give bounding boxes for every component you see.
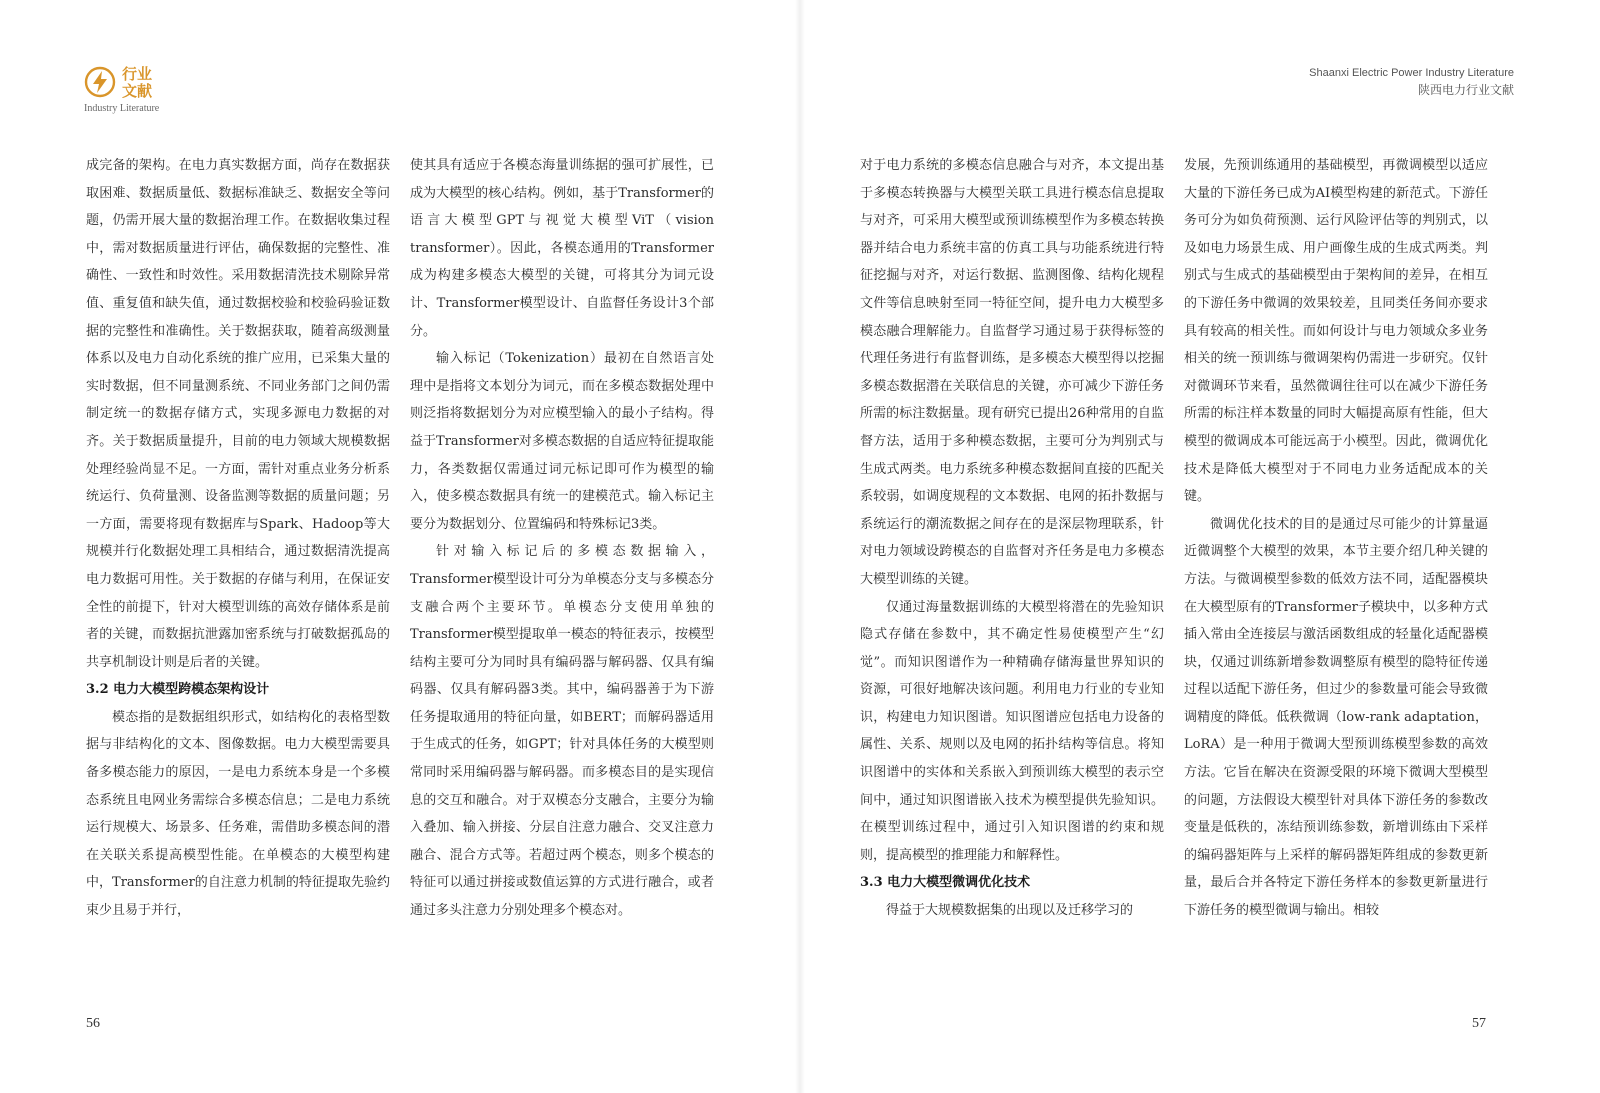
logo-cn-line1: 行业 [122,65,153,83]
body-paragraph: 对于电力系统的多模态信息融合与对齐，本文提出基于多模态转换器与大模型关联工具进行模态信息提取与对齐，可采用大模型或预训练模型作为多模态转换器并结合电力系统丰富的仿真工具与功能系统进行特征挖掘与对齐，对运行数据、监测图像、结构化规程文件等信息映射至同一特征空间，提升电力大模型多模态融合理解能力。自监督学习通过易于获得标签的代理任务进行有监督训练，是多模态大模型得以挖掘多模态数据潜在关联信息的关键，亦可减少下游任务所需的标注数据量。现有研究已提出26种常用的自监督方法，适用于多种模态数据，主要可分为判别式与生成式两类。电力系统多种模态数据间直接的匹配关系较弱，如调度规程的文本数据、电网的拓扑数据与系统运行的潮流数据之间存在的是深层物理联系，针对电力领域设跨模态的自监督对齐任务是电力多模态大模型训练的关键。 [860,158,1164,587]
page-number-left: 56 [86,1016,100,1031]
body-paragraph: 输入标记（Tokenization）最初在自然语言处理中是指将文本划分为词元，而在多模态数据处理中则泛指将数据划分为对应模型输入的最小子结构。得益于Transformer对多模态数据的自适应特征提取能力，各类数据仅需通过词元标记即可作为模型的输入，使多模态数据具有统一的建模范式。输入标记主要分为数据划分、位置编码和特殊标记3类。 [410,351,714,532]
lightning-bolt-icon [84,66,116,98]
right-page [800,0,1600,1093]
body-paragraph: 发展，先预训练通用的基础模型，再微调模型以适应大量的下游任务已成为AI模型构建的新范式。下游任务可分为如负荷预测、运行风险评估等的判别式，以及如电力场景生成、用户画像生成的生成式两类。判别式与生成式的基础模型由于架构间的差异，在相互的下游任务中微调的效果较差，且同类任务间亦要求具有较高的相关性。而如何设计与电力领域众多业务相关的统一预训练与微调架构仍需进一步研究。仅针对微调环节来看，虽然微调往往可以在减少下游任务所需的标注样本数量的同时大幅提高原有性能，但大模型的微调成本可能远高于小模型。因此，微调优化技术是降低大模型对于不同电力业务适配成本的关键。 [1184,158,1488,505]
journal-name-english: Shaanxi Electric Power Industry Literature [1309,67,1514,79]
journal-name-chinese: 陕西电力行业文献 [1417,83,1514,97]
left-page-column-2 [410,152,714,925]
body-paragraph: 仅通过海量数据训练的大模型将潜在的先验知识隐式存储在参数中，其不确定性易使模型产生“幻觉”。而知识图谱作为一种精确存储海量世界知识的资源，可很好地解决该问题。利用电力行业的专业知识，构建电力知识图谱。知识图谱应包括电力设备的属性、关系、规则以及电网的拓扑结构等信息。将知识图谱中的实体和关系嵌入到预训练大模型的表示空间中，通过知识图谱嵌入技术为模型提供先验知识。在模型训练过程中，通过引入知识图谱的约束和规则，提高模型的推理能力和解释性。 [860,599,1164,863]
section-heading: 3.3 电力大模型微调优化技术 [860,875,1031,891]
body-paragraph: 成完备的架构。在电力真实数据方面，尚存在数据获取困难、数据质量低、数据标准缺乏、数据安全等问题，仍需开展大量的数据治理工作。在数据收集过程中，需对数据质量进行评估，确保数据的完整性、准确性、一致性和时效性。采用数据清洗技术剔除异常值、重复值和缺失值，通过数据校验和校验码验证数据的完整性和准确性。关于数据获取，随着高级测量体系以及电力自动化系统的推广应用，已采集大量的实时数据，但不同量测系统、不同业务部门之间仍需制定统一的数据存储方式，实现多源电力数据的对齐。关于数据质量提升，目前的电力领域大规模数据处理经验尚显不足。一方面，需针对重点业务分析系统运行、负荷量测、设备监测等数据的质量问题；另一方面，需要将现有数据库与Spark、Hadoop等大规模并行化数据处理工具相结合，通过数据清洗提高电力数据可用性。关于数据的存储与利用，在保证安全性的前提下，针对大模型训练的高效存储体系是前者的关键，而数据抗泄露加密系统与打破数据孤岛的共享机制设计则是后者的关键。 [86,158,390,670]
logo-chinese-title [122,66,152,100]
journal-logo [84,66,224,118]
body-paragraph: 微调优化技术的目的是通过尽可能少的计算量逼近微调整个大模型的效果，本节主要介绍几种关键的方法。与微调模型参数的低效方法不同，适配器模块在大模型原有的Transformer子模块中，以多种方式插入常由全连接层与激活函数组成的轻量化适配器模块，仅通过训练新增参数调整原有模型的隐特征传递过程以适配下游任务，但过少的参数量可能会导致微调精度的降低。低秩微调（low-rank adaptation，LoRA）是一种用于微调大型预训练模型参数的高效方法。它旨在解决在资源受限的环境下微调大型模型的问题，方法假设大模型针对具体下游任务的参数改变量是低秩的，冻结预训练参数，新增训练由下采样的编码器矩阵与上采样的解码器矩阵组成的参数更新量，最后合并各特定下游任务样本的参数更新量进行下游任务的模型微调与输出。相较 [1184,516,1488,919]
body-paragraph: 得益于大规模数据集的出现以及迁移学习的 [886,903,1134,919]
right-page-column-1 [860,152,1164,925]
left-page-column-1 [86,152,390,925]
logo-english-title: Industry Literature [84,103,160,114]
running-header [1309,66,1514,99]
body-paragraph: 模态指的是数据组织形式，如结构化的表格型数据与非结构化的文本、图像数据。电力大模型需要具备多模态能力的原因，一是电力系统本身是一个多模态系统且电网业务需综合多模态信息；二是电力系统运行规模大、场景多、任务难，需借助多模态间的潜在关联关系提高模型性能。在单模态的大模型构建中，Transformer的自注意力机制的特征提取先验约束少且易于并行， [86,709,390,919]
page-number-right: 57 [1472,1016,1486,1031]
logo-cn-line2: 文献 [122,82,153,100]
body-paragraph: 使其具有适应于各模态海量训练据的强可扩展性，已成为大模型的核心结构。例如，基于Transformer的语言大模型GPT与视觉大模型ViT（vision transformer）。因此，各模态通用的Transformer成为构建多模态大模型的关键，可将其分为词元设计、Transformer模型设计、自监督任务设计3个部分。 [410,158,714,339]
section-heading: 3.2 电力大模型跨模态架构设计 [86,682,270,698]
right-page-column-2 [1184,152,1488,925]
body-paragraph: 针对输入标记后的多模态数据输入，Transformer模型设计可分为单模态分支与多模态分支融合两个主要环节。单模态分支使用单独的Transformer模型提取单一模态的特征表示，按模型结构主要可分为同时具有编码器与解码器、仅具有编码器、仅具有解码器3类。其中，编码器善于为下游任务提取通用的特征向量，如BERT；而解码器适用于生成式的任务，如GPT；针对具体任务的大模型则常同时采用编码器与解码器。而多模态目的是实现信息的交互和融合。对于双模态分支融合，主要分为输入叠加、输入拼接、分层自注意力融合、交叉注意力融合、混合方式等。若超过两个模态，则多个模态的特征可以通过拼接或数值运算的方式进行融合，或者通过多头注意力分别处理多个模态对。 [410,544,714,919]
